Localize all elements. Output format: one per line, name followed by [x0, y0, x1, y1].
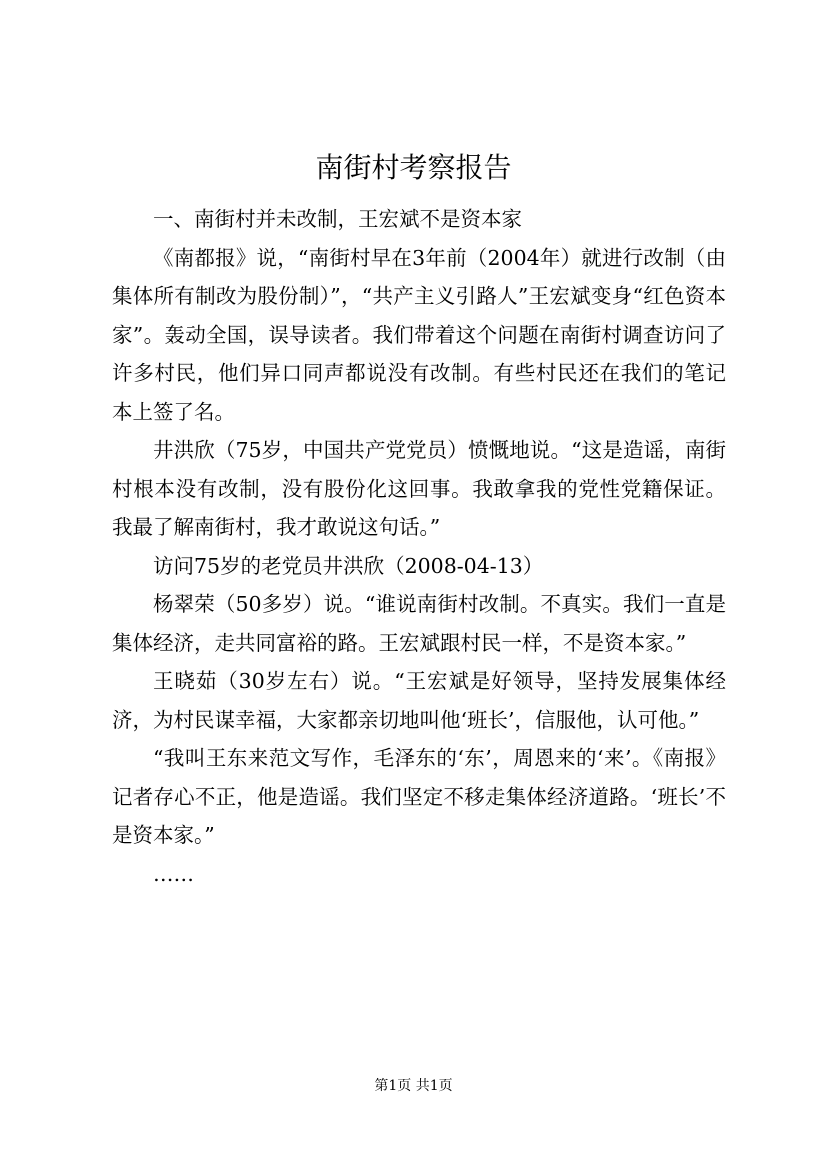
paragraph: “我叫王东来范文写作，毛泽东的‘东’，周恩来的‘来’。《南报》记者存心不正，他是造谣。我们坚定不移走集体经济道路。‘班长’不是资本家。”	[112, 746, 726, 847]
section-heading: 一、南街村并未改制，王宏斌不是资本家	[153, 207, 522, 231]
paragraph: 井洪欣（75岁，中国共产党党员）愤慨地说。“这是造谣，南街村根本没有改制，没有股份化这回事。我敢拿我的党性党籍保证。我最了解南街村，我才敢说这句话。”	[112, 438, 726, 539]
paragraph: 《南都报》说，“南街村早在3年前（2004年）就进行改制（由集体所有制改为股份制）”，“共产主义引路人”王宏斌变身“红色资本家”。轰动全国，误导读者。我们带着这个问题在南街村调查访问了许多村民，他们异口同声都说没有改制。有些村民还在我们的笔记本上签了名。	[112, 245, 726, 424]
page-footer: 第1页 共1页	[374, 1078, 453, 1094]
document-title: 南街村考察报告	[315, 151, 512, 184]
ellipsis: ……	[153, 861, 194, 886]
photo-caption: 访问75岁的老党员井洪欣（2008-04-13）	[153, 553, 544, 578]
paragraph: 杨翠荣（50多岁）说。“谁说南街村改制。不真实。我们一直是集体经济，走共同富裕的路。王宏斌跟村民一样，不是资本家。”	[112, 592, 726, 655]
document-body	[112, 200, 726, 893]
paragraph: 王晓茹（30岁左右）说。“王宏斌是好领导，坚持发展集体经济，为村民谋幸福，大家都亲切地叫他‘班长’，信服他，认可他。”	[112, 669, 726, 732]
